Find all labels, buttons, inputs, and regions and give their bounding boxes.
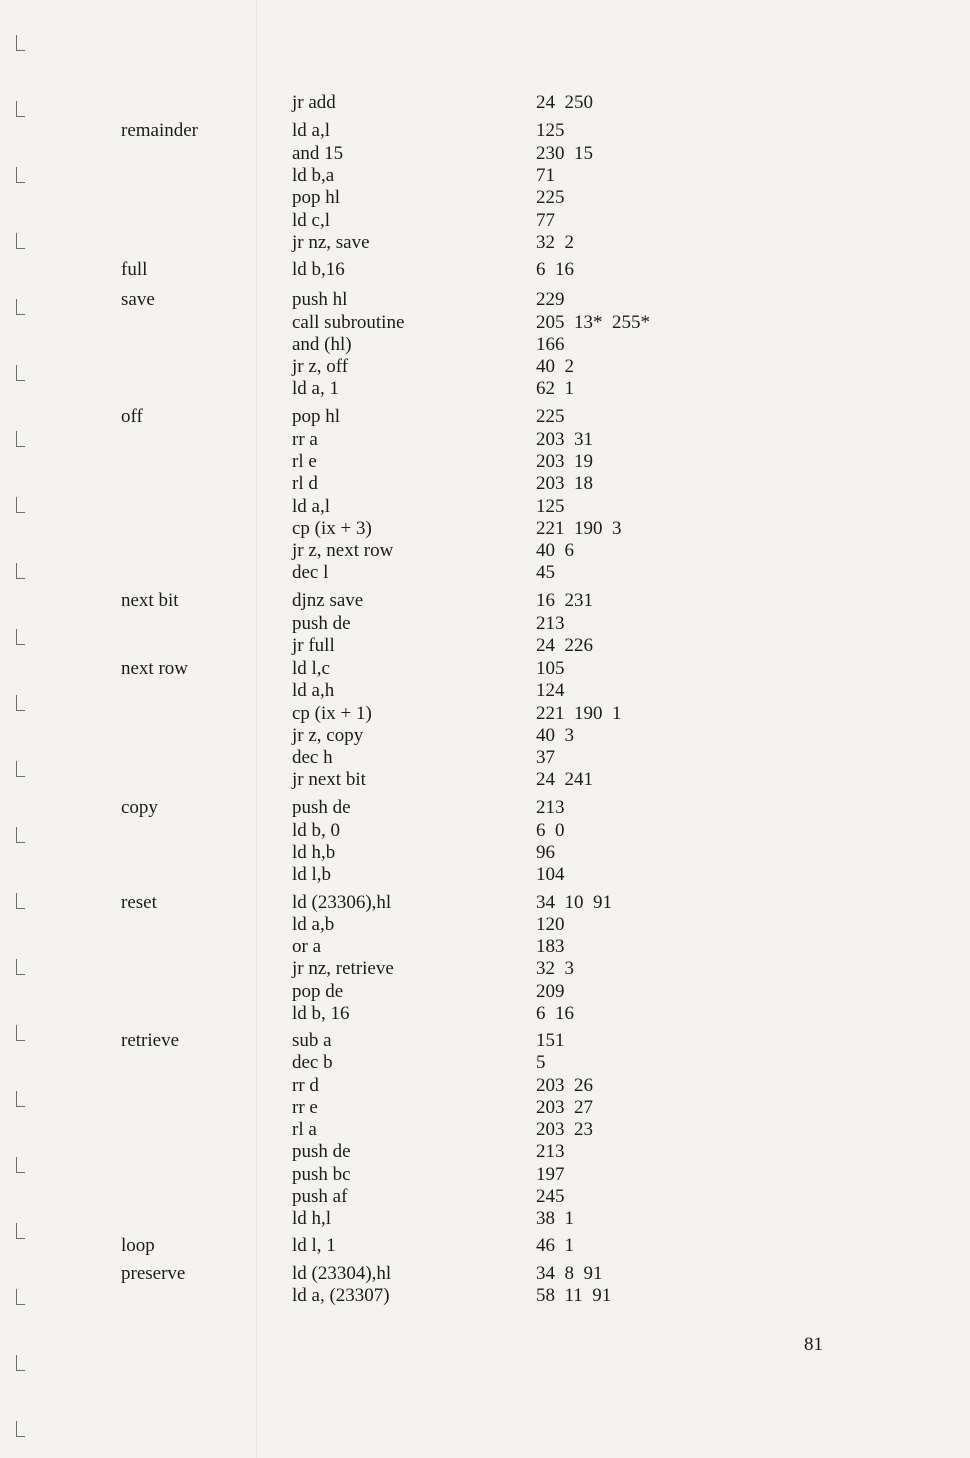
- machine-code: 203 19: [536, 451, 593, 472]
- listing-row: [0, 1119, 900, 1141]
- machine-code: 213: [536, 1141, 565, 1162]
- listing-row: [0, 1235, 900, 1257]
- instruction: cp (ix + 3): [292, 518, 372, 539]
- listing-row: [0, 406, 900, 428]
- machine-code: 209: [536, 981, 565, 1002]
- machine-code: 96: [536, 842, 555, 863]
- instruction: ld l,c: [292, 658, 330, 679]
- listing-row: [0, 842, 900, 864]
- listing-row: [0, 289, 900, 311]
- listing-row: [0, 165, 900, 187]
- instruction: jr z, next row: [292, 540, 394, 561]
- instruction: jr add: [292, 92, 336, 113]
- listing-row: [0, 797, 900, 819]
- listing-row: [0, 864, 900, 886]
- listing-row: [0, 680, 900, 702]
- listing-row: [0, 143, 900, 165]
- machine-code: 213: [536, 613, 565, 634]
- routine-label: copy: [121, 797, 158, 818]
- machine-code: 34 10 91: [536, 892, 612, 913]
- listing-row: [0, 451, 900, 473]
- instruction: jr z, copy: [292, 725, 364, 746]
- machine-code: 40 6: [536, 540, 574, 561]
- instruction: ld b, 16: [292, 1003, 350, 1024]
- listing-row: [0, 540, 900, 562]
- listing-row: [0, 496, 900, 518]
- instruction: jr next bit: [292, 769, 366, 790]
- instruction: jr z, off: [292, 356, 349, 377]
- listing-row: [0, 635, 900, 657]
- machine-code: 203 26: [536, 1075, 593, 1096]
- instruction: pop hl: [292, 187, 341, 208]
- listing-row: [0, 1030, 900, 1052]
- machine-code: 151: [536, 1030, 565, 1051]
- machine-code: 225: [536, 406, 565, 427]
- machine-code: 221 190 1: [536, 703, 622, 724]
- instruction: jr nz, save: [292, 232, 370, 253]
- machine-code: 77: [536, 210, 555, 231]
- machine-code: 229: [536, 289, 565, 310]
- machine-code: 32 2: [536, 232, 574, 253]
- instruction: rr e: [292, 1097, 318, 1118]
- machine-code: 71: [536, 165, 555, 186]
- listing-row: [0, 1263, 900, 1285]
- listing-row: [0, 1208, 900, 1230]
- machine-code: 45: [536, 562, 555, 583]
- listing-row: [0, 429, 900, 451]
- listing-row: [0, 120, 900, 142]
- listing-row: [0, 958, 900, 980]
- machine-code: 230 15: [536, 143, 593, 164]
- instruction: ld l, 1: [292, 1235, 336, 1256]
- routine-label: off: [121, 406, 143, 427]
- instruction: push de: [292, 797, 351, 818]
- listing-row: [0, 1097, 900, 1119]
- instruction: pop de: [292, 981, 344, 1002]
- machine-code: 245: [536, 1186, 565, 1207]
- machine-code: 24 226: [536, 635, 593, 656]
- machine-code: 203 23: [536, 1119, 593, 1140]
- machine-code: 34 8 91: [536, 1263, 603, 1284]
- machine-code: 225: [536, 187, 565, 208]
- instruction: push de: [292, 1141, 351, 1162]
- listing-row: [0, 232, 900, 254]
- listing-row: [0, 1285, 900, 1307]
- machine-code: 46 1: [536, 1235, 574, 1256]
- instruction: cp (ix + 1): [292, 703, 372, 724]
- machine-code: 16 231: [536, 590, 593, 611]
- listing-row: [0, 1052, 900, 1074]
- listing-row: [0, 892, 900, 914]
- routine-label: reset: [121, 892, 157, 913]
- listing-row: [0, 1003, 900, 1025]
- machine-code: 37: [536, 747, 555, 768]
- listing-row: [0, 518, 900, 540]
- instruction: ld a, 1: [292, 378, 339, 399]
- instruction: ld h,l: [292, 1208, 332, 1229]
- listing-row: [0, 725, 900, 747]
- instruction: rr a: [292, 429, 318, 450]
- instruction: push af: [292, 1186, 348, 1207]
- page-number: 81: [804, 1334, 823, 1355]
- machine-code: 40 3: [536, 725, 574, 746]
- instruction: ld h,b: [292, 842, 336, 863]
- machine-code: 24 241: [536, 769, 593, 790]
- instruction: ld a, (23307): [292, 1285, 390, 1306]
- machine-code: 205 13* 255*: [536, 312, 650, 333]
- listing-row: [0, 1141, 900, 1163]
- listing-row: [0, 613, 900, 635]
- instruction: or a: [292, 936, 322, 957]
- routine-label: retrieve: [121, 1030, 180, 1051]
- instruction: djnz save: [292, 590, 364, 611]
- instruction: rl a: [292, 1119, 317, 1140]
- instruction: dec l: [292, 562, 329, 583]
- machine-code: 58 11 91: [536, 1285, 612, 1306]
- instruction: and (hl): [292, 334, 352, 355]
- machine-code: 203 18: [536, 473, 593, 494]
- machine-code: 125: [536, 496, 565, 517]
- machine-code: 104: [536, 864, 565, 885]
- instruction: ld b,16: [292, 259, 345, 280]
- routine-label: loop: [121, 1235, 155, 1256]
- listing-row: [0, 187, 900, 209]
- machine-code: 203 27: [536, 1097, 593, 1118]
- instruction: ld b, 0: [292, 820, 341, 841]
- instruction: ld b,a: [292, 165, 335, 186]
- instruction: ld l,b: [292, 864, 332, 885]
- routine-label: full: [121, 259, 148, 280]
- instruction: dec b: [292, 1052, 333, 1073]
- instruction: push de: [292, 613, 351, 634]
- machine-code: 62 1: [536, 378, 574, 399]
- machine-code: 125: [536, 120, 565, 141]
- machine-code: 6 16: [536, 259, 574, 280]
- instruction: jr full: [292, 635, 335, 656]
- listing-row: [0, 378, 900, 400]
- machine-code: 6 0: [536, 820, 565, 841]
- machine-code: 38 1: [536, 1208, 574, 1229]
- instruction: sub a: [292, 1030, 332, 1051]
- machine-code: 213: [536, 797, 565, 818]
- instruction: push bc: [292, 1164, 351, 1185]
- listing-row: [0, 820, 900, 842]
- instruction: push hl: [292, 289, 348, 310]
- routine-label: save: [121, 289, 155, 310]
- instruction: rl e: [292, 451, 317, 472]
- listing-row: [0, 356, 900, 378]
- listing-row: [0, 658, 900, 680]
- instruction: pop hl: [292, 406, 341, 427]
- instruction: ld a,h: [292, 680, 335, 701]
- listing-row: [0, 914, 900, 936]
- listing-row: [0, 312, 900, 334]
- routine-label: preserve: [121, 1263, 186, 1284]
- instruction: rl d: [292, 473, 318, 494]
- instruction: dec h: [292, 747, 333, 768]
- instruction: ld (23304),hl: [292, 1263, 392, 1284]
- instruction: call subroutine: [292, 312, 405, 333]
- listing-row: [0, 210, 900, 232]
- machine-code: 105: [536, 658, 565, 679]
- instruction: ld a,l: [292, 120, 330, 141]
- listing-row: [0, 473, 900, 495]
- listing-row: [0, 769, 900, 791]
- machine-code: 203 31: [536, 429, 593, 450]
- instruction: ld c,l: [292, 210, 330, 231]
- listing-row: [0, 1075, 900, 1097]
- listing-row: [0, 1186, 900, 1208]
- machine-code: 183: [536, 936, 565, 957]
- listing-row: [0, 936, 900, 958]
- listing-row: [0, 92, 900, 114]
- routine-label: next bit: [121, 590, 179, 611]
- machine-code: 124: [536, 680, 565, 701]
- listing-row: [0, 334, 900, 356]
- listing-row: [0, 703, 900, 725]
- instruction: jr nz, retrieve: [292, 958, 394, 979]
- listing-row: [0, 590, 900, 612]
- machine-code: 5: [536, 1052, 546, 1073]
- routine-label: next row: [121, 658, 189, 679]
- routine-label: remainder: [121, 120, 199, 141]
- instruction: ld a,b: [292, 914, 335, 935]
- machine-code: 32 3: [536, 958, 574, 979]
- machine-code: 197: [536, 1164, 565, 1185]
- instruction: ld a,l: [292, 496, 330, 517]
- machine-code: 120: [536, 914, 565, 935]
- machine-code: 166: [536, 334, 565, 355]
- listing-row: [0, 562, 900, 584]
- listing-row: [0, 747, 900, 769]
- instruction: rr d: [292, 1075, 319, 1096]
- listing-row: [0, 1164, 900, 1186]
- listing-row: [0, 981, 900, 1003]
- listing-row: [0, 259, 900, 281]
- instruction: ld (23306),hl: [292, 892, 392, 913]
- machine-code: 40 2: [536, 356, 574, 377]
- instruction: and 15: [292, 143, 344, 164]
- machine-code: 6 16: [536, 1003, 574, 1024]
- machine-code: 221 190 3: [536, 518, 622, 539]
- machine-code: 24 250: [536, 92, 593, 113]
